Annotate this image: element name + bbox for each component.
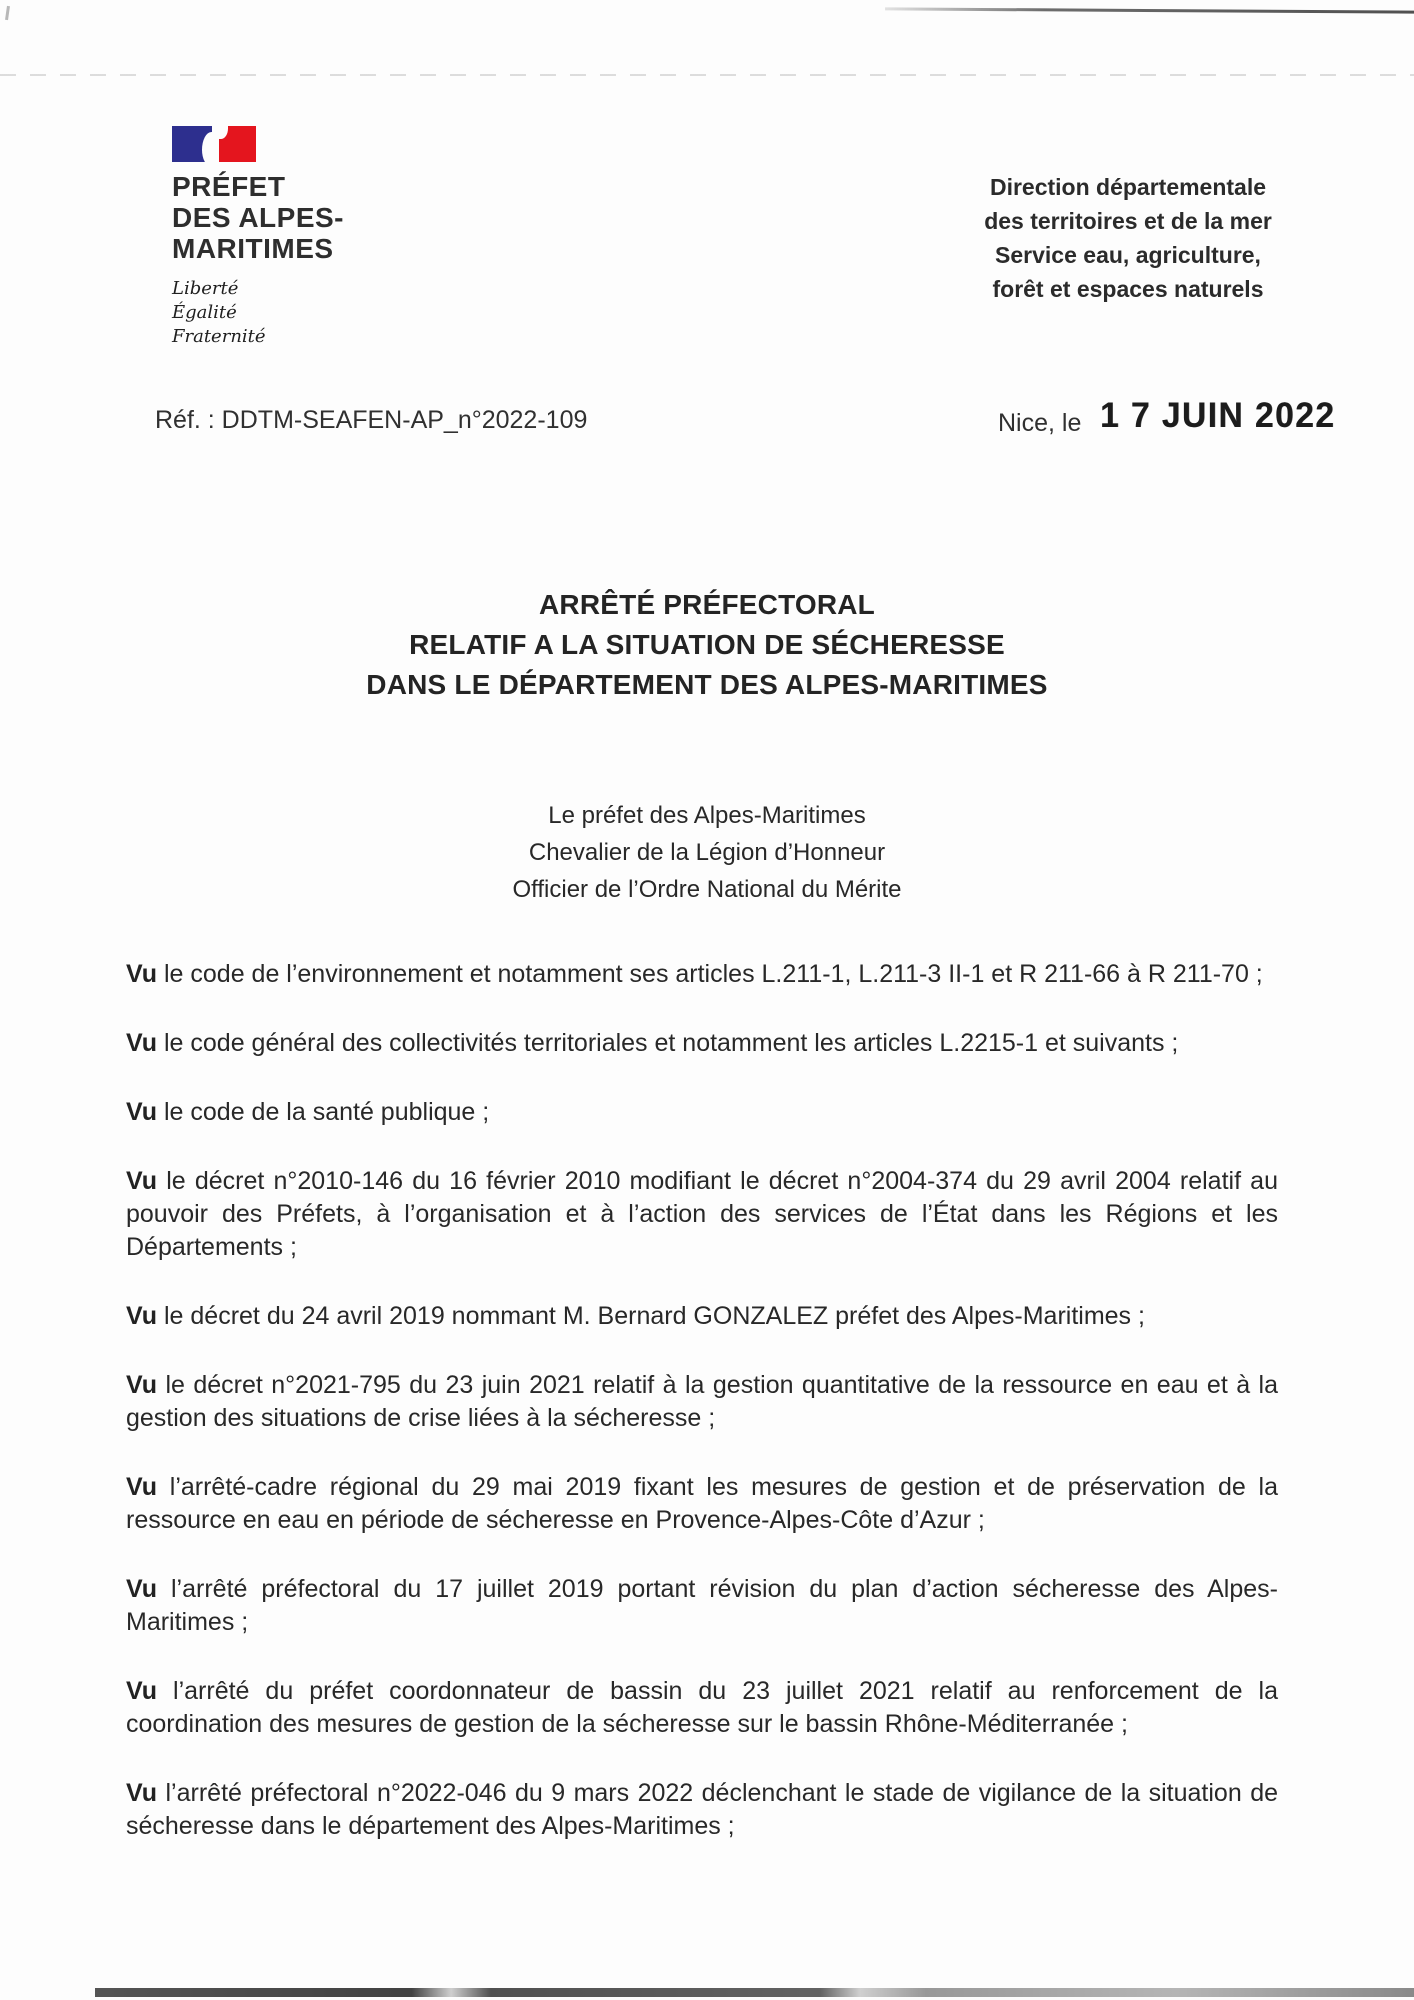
recital-text: l’arrêté du préfet coordonnateur de bassin du 23 juillet 2021 relatif au renforcement de la coordination des mesures de gestion de la sécheresse sur le bassin Rhône-Méditerranée ; xyxy=(126,1677,1278,1738)
recitals-section xyxy=(126,958,1278,1879)
flag-blue-panel xyxy=(172,126,212,162)
recital-text: le décret n°2021-795 du 23 juin 2021 relatif à la gestion quantitative de la ressource en eau et à la gestion des situations de crise liées à la sécheresse ; xyxy=(126,1371,1278,1432)
dateline-place: Nice, le xyxy=(998,409,1082,437)
recital-paragraph xyxy=(126,1165,1278,1264)
recital-text: le code général des collectivités territoriales et notamment les articles L.2215-1 et suivants ; xyxy=(163,1029,1179,1057)
prefecture-name xyxy=(172,171,344,264)
issuer-block xyxy=(0,797,1414,908)
motto-line: Fraternité xyxy=(172,326,266,347)
recital-lead: Vu xyxy=(126,1575,158,1603)
issuer-line: Le préfet des Alpes-Maritimes xyxy=(548,802,866,829)
recital-lead: Vu xyxy=(126,1677,158,1705)
title-line: RELATIF A LA SITUATION DE SÉCHERESSE xyxy=(409,629,1005,660)
service-line: Service eau, agriculture, xyxy=(995,242,1261,268)
recital-paragraph xyxy=(126,1096,1278,1129)
recital-paragraph xyxy=(126,958,1278,991)
recital-lead: Vu xyxy=(126,1029,158,1057)
date-stamp: 1 7 JUIN 2022 xyxy=(1100,396,1336,435)
motto-line: Liberté xyxy=(172,278,239,299)
prefecture-block-mark xyxy=(172,126,344,349)
document-title xyxy=(0,585,1414,705)
flag-red-panel xyxy=(219,126,256,162)
recital-paragraph xyxy=(126,1369,1278,1435)
recital-lead: Vu xyxy=(126,960,158,988)
scan-artifact-mark xyxy=(5,6,10,20)
recital-text: le code de l’environnement et notamment ses articles L.211-1, L.211-3 II-1 et R 211-66 à R 211-70 ; xyxy=(163,960,1263,988)
prefecture-name-line: MARITIMES xyxy=(172,233,334,264)
scan-artifact-line xyxy=(885,7,1414,13)
recital-text: le code de la santé publique ; xyxy=(163,1098,490,1126)
recital-text: le décret n°2010-146 du 16 février 2010 modifiant le décret n°2004-374 du 29 avril 2004 relatif au pouvoir des Préfets, à l’organisation et à l’action des services de l’État dans les Régions et les Départements ; xyxy=(126,1167,1278,1261)
recital-lead: Vu xyxy=(126,1473,158,1501)
recital-text: l’arrêté-cadre régional du 29 mai 2019 fixant les mesures de gestion et de préservation de la ressource en eau en période de sécheresse en Provence-Alpes-Côte d’Azur ; xyxy=(126,1473,1278,1534)
document-reference: Réf. : DDTM-SEAFEN-AP_n°2022-109 xyxy=(155,406,588,434)
scan-artifact-bottom-strip xyxy=(95,1988,1414,1997)
recital-lead: Vu xyxy=(126,1302,158,1330)
recital-paragraph xyxy=(126,1300,1278,1333)
service-line: des territoires et de la mer xyxy=(984,208,1272,234)
title-line: DANS LE DÉPARTEMENT DES ALPES-MARITIMES xyxy=(366,669,1048,700)
recital-paragraph xyxy=(126,1027,1278,1060)
flag-white-panel xyxy=(212,126,219,162)
recital-text: le décret du 24 avril 2019 nommant M. Bernard GONZALEZ préfet des Alpes-Maritimes ; xyxy=(163,1302,1145,1330)
republic-motto xyxy=(172,277,344,349)
recital-paragraph xyxy=(126,1471,1278,1537)
french-flag-marianne-icon xyxy=(172,126,256,162)
prefecture-name-line: PRÉFET xyxy=(172,171,286,202)
issuer-line: Officier de l’Ordre National du Mérite xyxy=(512,876,902,903)
recital-lead: Vu xyxy=(126,1371,158,1399)
recital-text: l’arrêté préfectoral du 17 juillet 2019 portant révision du plan d’action sécheresse des Alpes-Maritimes ; xyxy=(126,1575,1278,1636)
motto-line: Égalité xyxy=(172,302,237,323)
scan-artifact-dashed-line xyxy=(0,74,1414,76)
recital-paragraph xyxy=(126,1777,1278,1843)
recital-paragraph xyxy=(126,1675,1278,1741)
service-line: forêt et espaces naturels xyxy=(992,276,1264,302)
recital-paragraph xyxy=(126,1573,1278,1639)
issuer-line: Chevalier de la Légion d’Honneur xyxy=(528,839,886,866)
recital-lead: Vu xyxy=(126,1167,158,1195)
recital-lead: Vu xyxy=(126,1779,158,1807)
recital-lead: Vu xyxy=(126,1098,158,1126)
prefecture-name-line: DES ALPES- xyxy=(172,202,344,233)
service-line: Direction départementale xyxy=(989,174,1267,200)
recital-text: l’arrêté préfectoral n°2022-046 du 9 mars 2022 déclenchant le stade de vigilance de la situation de sécheresse dans le département des Alpes-Maritimes ; xyxy=(126,1779,1278,1840)
title-line: ARRÊTÉ PRÉFECTORAL xyxy=(539,589,875,620)
issuing-service-block xyxy=(940,170,1316,306)
